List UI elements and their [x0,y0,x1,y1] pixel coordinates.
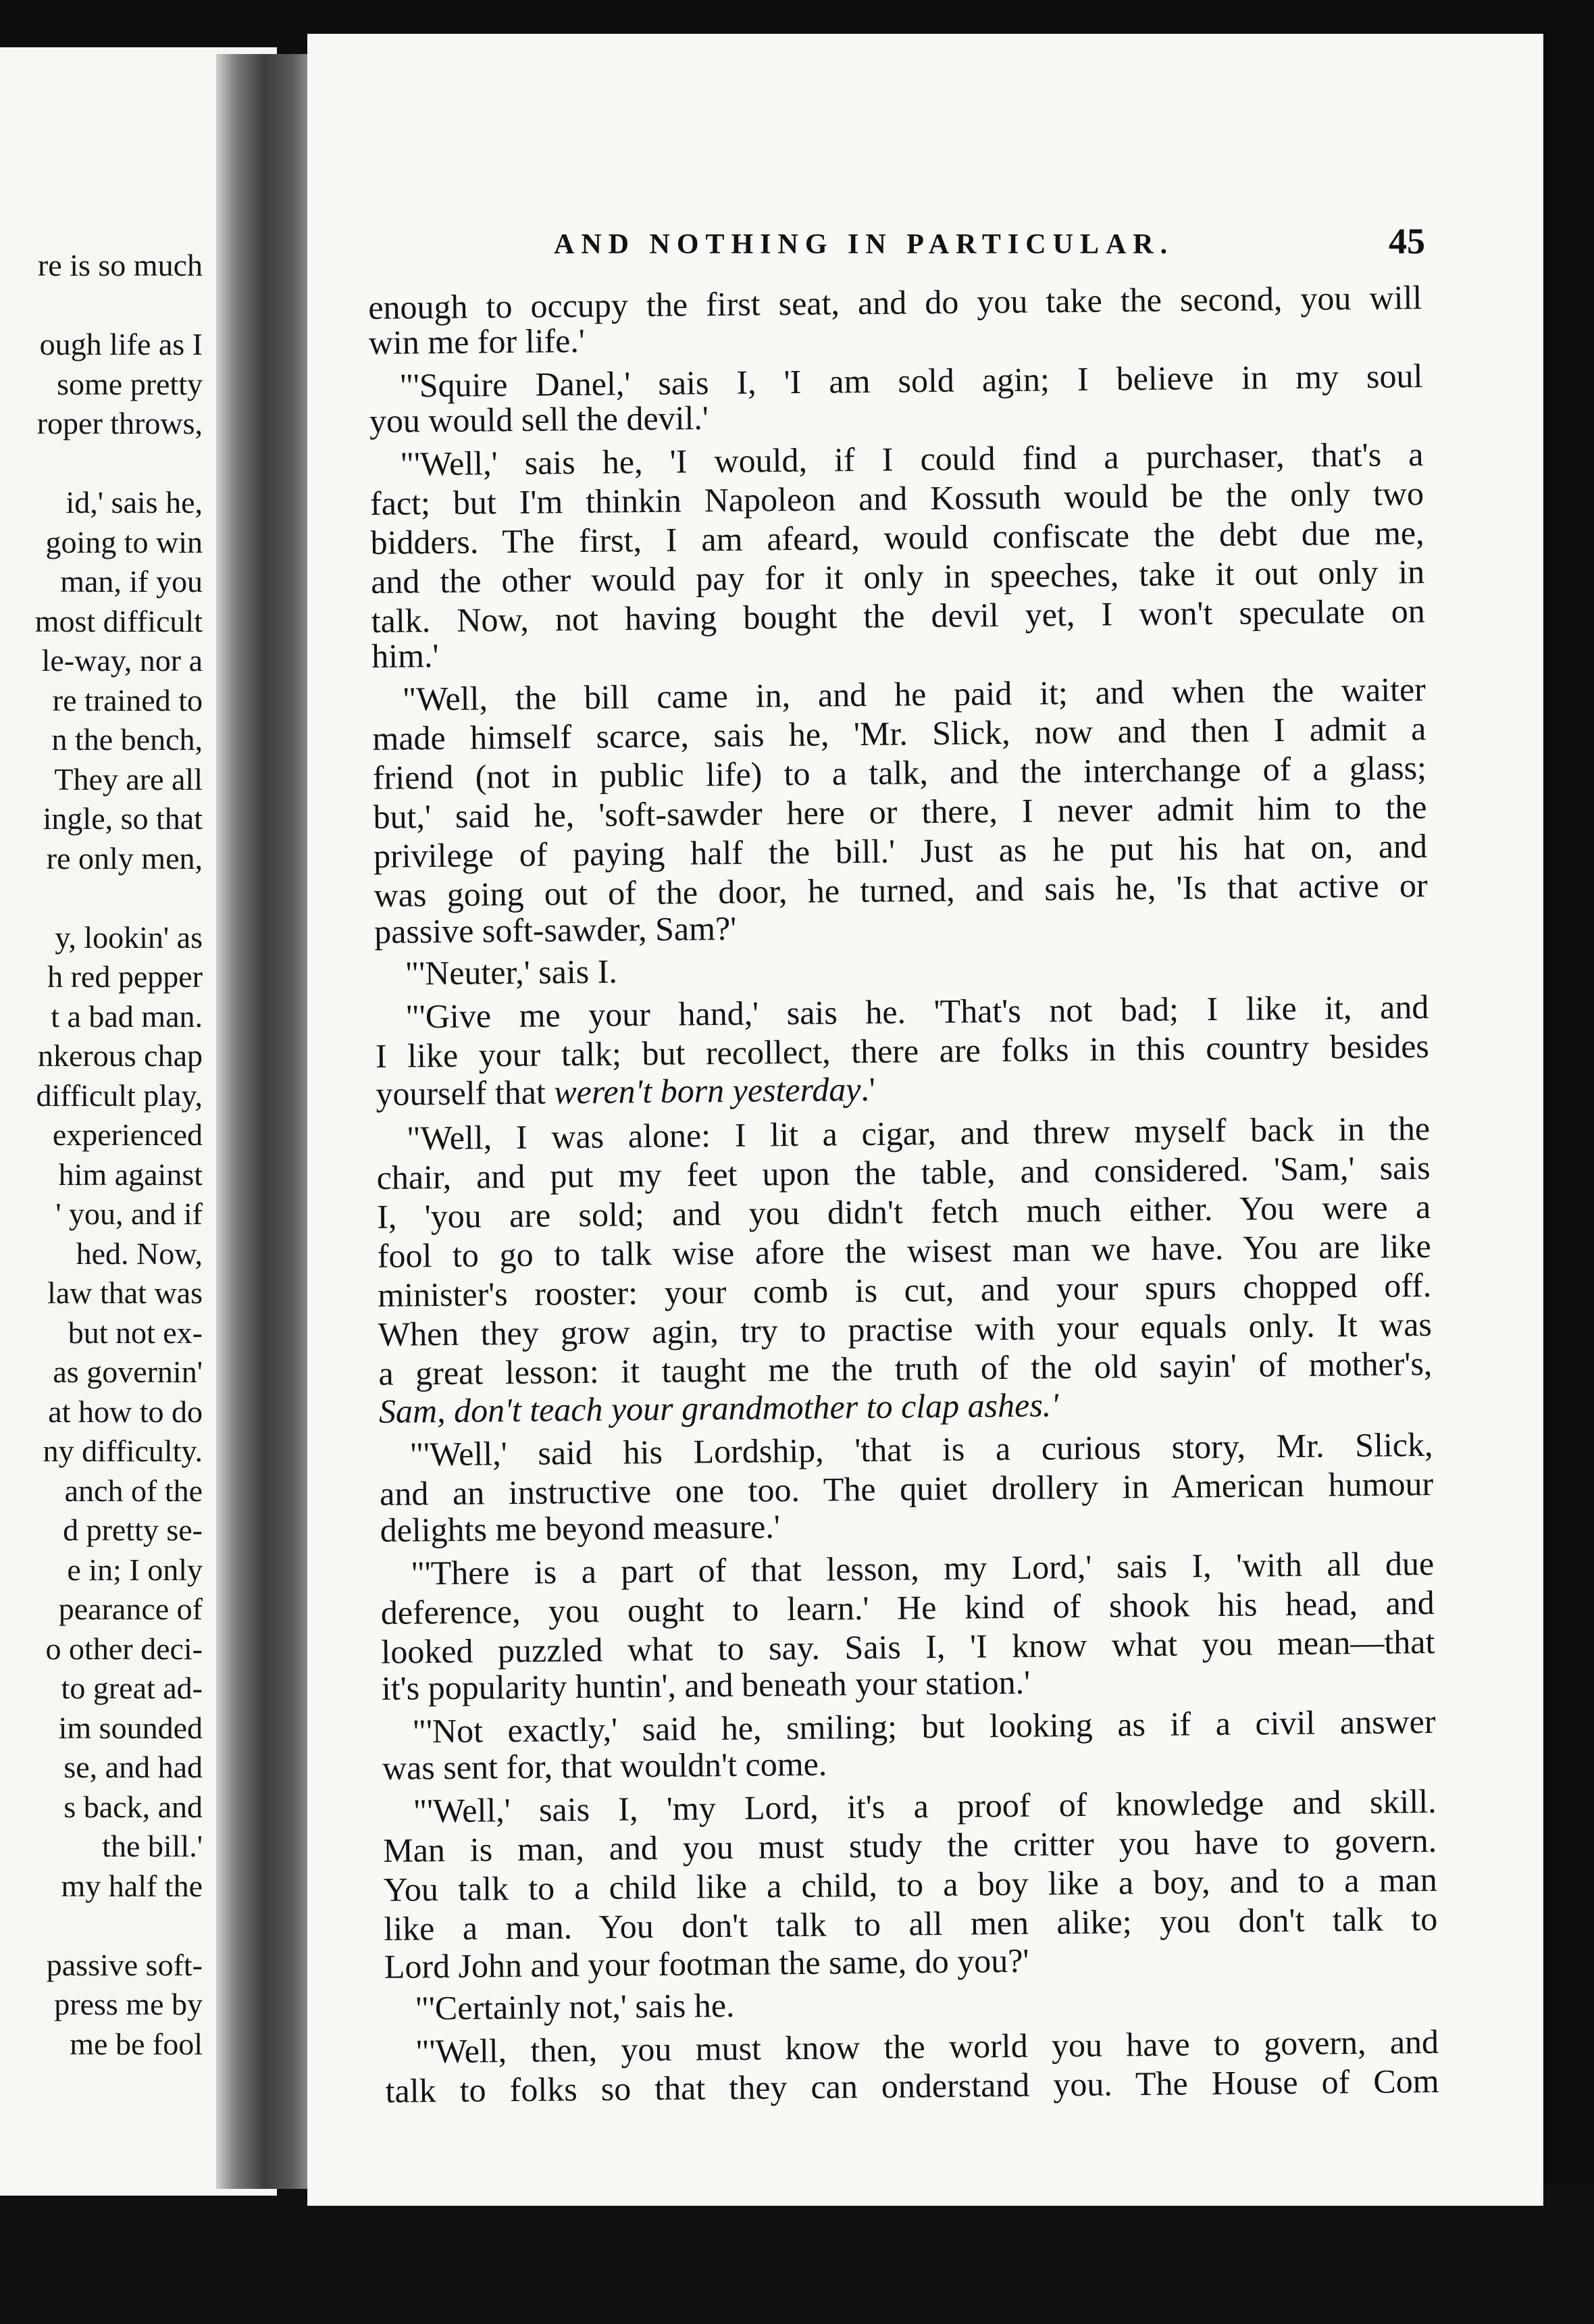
text-line: "'Well,' sais I, 'my Lord, it's a proof of knowledge and skill. [413,1782,1437,1830]
left-page-line: le-way, nor a [41,643,203,678]
left-page-line: re trained to [52,682,203,717]
text-line: and the other would pay for it only in speeches, take it out only in [370,553,1425,601]
italic-phrase: Sam, don't teach your grandmother to clap ashes.' [378,1386,1059,1430]
text-line: but,' said he, 'soft-sawder here or there, I never admit him to the [373,787,1427,836]
text-line: "'Not exactly,' said he, smiling; but looking as if a civil answer [412,1702,1436,1750]
left-page-line: man, if you [60,564,203,599]
text-line: "Well, I was alone: I lit a cigar, and threw myself back in the [406,1109,1431,1157]
text-segment: yourself that [376,1073,555,1113]
left-page-line: me be fool [70,2026,203,2061]
left-page-line: y, lookin' as [55,919,203,955]
text-line: "'Neuter,' sais I. [405,952,618,992]
text-line: "'Give me your hand,' sais he. 'That's not bad; I like it, and [405,987,1429,1036]
left-page-line: e in; I only [67,1552,203,1587]
text-line: "'Squire Danel,' sais I, 'I am sold agin; I believe in my soul [399,357,1423,405]
left-page-line: t a bad man. [51,999,203,1034]
left-page-line: se, and had [63,1750,203,1784]
text-line: friend (not in public life) to a talk, and the interchange of a glass; [372,748,1427,797]
scan-border-right [1537,0,1594,2324]
left-page-line: ' you, and if [55,1196,203,1231]
text-line: minister's rooster: your comb is cut, and your spurs chopped off. [378,1265,1432,1314]
left-page-line: going to win [45,524,203,559]
left-page-line: the bill.' [102,1829,203,1863]
left-page-line: some pretty [57,366,203,401]
text-line: talk to folks so that they can onderstand you. The House of Com [385,2061,1439,2110]
left-page-line: hed. Now, [76,1236,203,1271]
left-page-line: n the bench, [51,722,203,757]
left-page-line: as governin' [53,1355,203,1389]
text-line: win me for life.' [368,321,586,361]
text-line: like a man. You don't talk to all men alike; you don't talk to [384,1899,1438,1948]
text-line: you would sell the devil.' [369,399,709,440]
left-page-line: difficult play, [36,1078,203,1113]
text-line: him.' [371,636,439,675]
left-page-line: s back, and [63,1789,203,1824]
text-segment: .' [860,1069,876,1109]
text-line: looked puzzled what to say. Sais I, 'I know what you mean—that [381,1622,1435,1671]
text-line: deference, you ought to learn.' He kind of shook his head, and [380,1583,1435,1632]
text-line: When they grow agin, try to practise with your equals only. It was [378,1305,1433,1353]
text-line: chair, and put my feet upon the table, and considered. 'Sam,' sais [376,1148,1431,1196]
text-line: fool to go to talk wise afore the wisest man we have. You are like [377,1226,1431,1275]
left-page-line: They are all [54,761,203,797]
left-page-line: press me by [54,1987,203,2021]
text-line: Man is man, and you must study the critter you have to govern. [382,1821,1437,1869]
text-line: "'Certainly not,' sais he. [415,1986,735,2027]
text-line: I, 'you are sold; and you didn't fetch much either. You were a [376,1187,1431,1236]
left-page-line: most difficult [34,603,203,638]
left-page-line: anch of the [64,1473,203,1508]
text-line: made himself scarce, sais he, 'Mr. Slick, now and then I admit a [372,709,1426,757]
text-line: I like your talk; but recollect, there are folks in this country besides [375,1026,1430,1075]
left-page-line: passive soft- [46,1947,203,1982]
left-page-line: experienced [52,1117,203,1152]
left-page-line: id,' sais he, [66,485,203,520]
text-line: a great lesson: it taught me the truth of the old sayin' of mother's, [378,1344,1433,1392]
left-page-line: d pretty se- [63,1513,203,1547]
left-page-line: re is so much [37,248,203,282]
text-line: and an instructive one too. The quiet drollery in American humour [379,1464,1434,1513]
text-line: privilege of paying half the bill.' Just as he put his hat on, and [373,826,1428,875]
text-line: was sent for, that wouldn't come. [382,1744,827,1787]
left-page-line: nkerous chap [38,1038,203,1073]
left-page-line: law that was [47,1275,203,1310]
left-page-line: ny difficulty. [43,1434,203,1468]
left-page-line: ingle, so that [43,801,203,836]
left-page-line: h red pepper [47,959,203,994]
text-line: "'Well,' said his Lordship, 'that is a curious story, Mr. Slick, [409,1425,1433,1473]
text-line: bidders. The first, I am afeard, would confiscate the debt due me, [370,513,1424,561]
text-line: "'Well,' sais he, 'I would, if I could find a purchaser, that's a [400,435,1424,483]
text-line: enough to occupy the first seat, and do you take the second, you will [368,278,1422,326]
left-page-line: my half the [61,1868,203,1903]
text-line: "'Well, then, you must know the world you have to govern, and [415,2022,1439,2071]
left-page-line: but not ex- [68,1315,203,1350]
left-page-line: roper throws, [36,406,203,440]
left-page-line: at how to do [48,1394,203,1429]
italic-phrase: weren't born yesterday [554,1070,861,1111]
running-head: AND NOTHING IN PARTICULAR. [554,229,1175,260]
left-page-line: o other deci- [45,1631,203,1666]
left-page-line: im sounded [58,1710,203,1745]
left-page-line: pearance of [58,1592,203,1626]
left-page-line: ough life as I [39,327,203,361]
page-number: 45 [1389,221,1425,261]
text-line: passive soft-sawder, Sam?' [374,909,737,951]
left-page-line: re only men, [46,840,203,876]
text-line: talk. Now, not having bought the devil yet, I won't speculate on [371,592,1425,640]
text-line: it's popularity huntin', and beneath your station.' [381,1663,1031,1707]
text-line: "Well, the bill came in, and he paid it; and when the waiter [402,670,1426,718]
text-line: Lord John and your footman the same, do you?' [384,1941,1029,1986]
text-line: delights me beyond measure.' [380,1507,781,1549]
text-line: You talk to a child like a child, to a boy like a boy, and to a man [383,1860,1437,1909]
text-line: fact; but I'm thinkin Napoleon and Kossuth would be the only two [369,474,1424,522]
left-page-line: to great ad- [61,1671,203,1705]
text-line: "'There is a part of that lesson, my Lord,' sais I, 'with all due [411,1544,1435,1592]
left-page-line: him against [58,1157,203,1192]
text-line: was going out of the door, he turned, and sais he, 'Is that active or [374,865,1428,914]
